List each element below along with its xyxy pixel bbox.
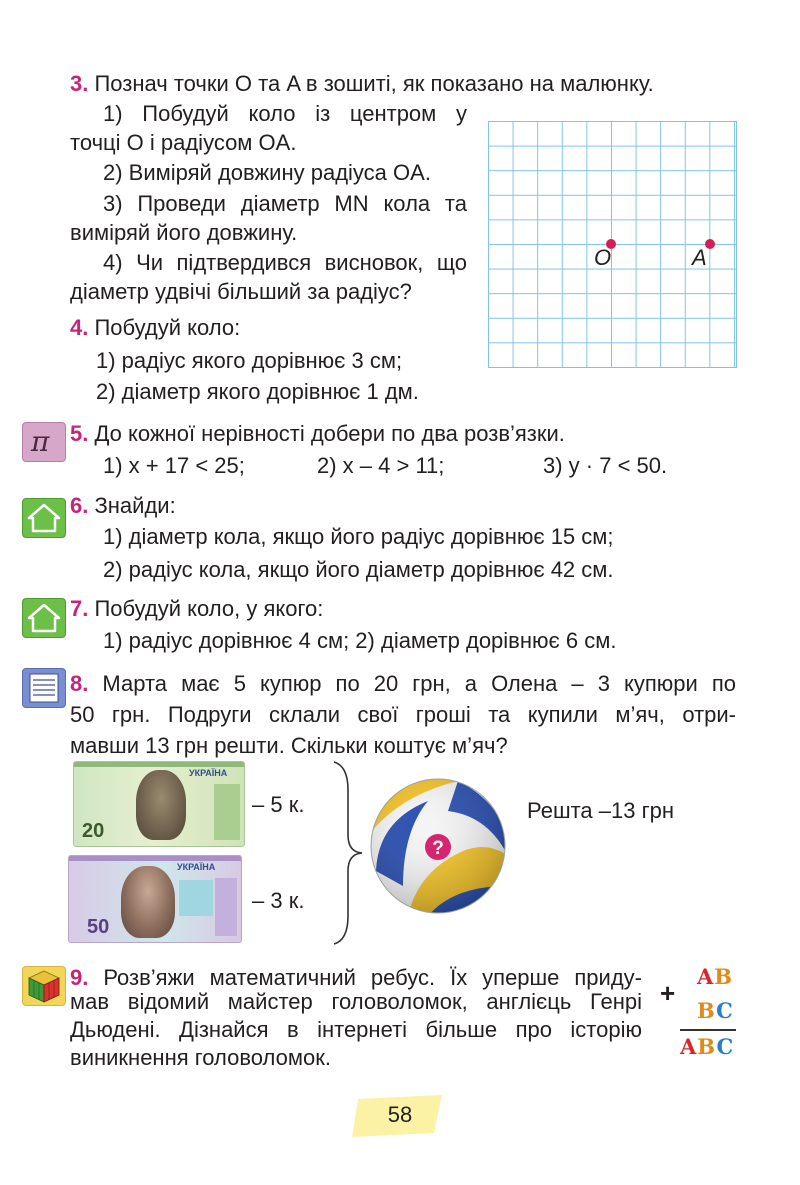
house-icon <box>23 599 65 637</box>
task7-item1: 1) радіус дорівнює 4 см; 2) діаметр дорівнює 6 см. <box>103 628 617 653</box>
task4-title: Побудуй коло: <box>94 315 241 340</box>
task4-header <box>70 313 240 343</box>
bill-50-uah <box>68 855 242 943</box>
task6-header <box>70 491 176 521</box>
rebus-row-2 <box>697 998 734 1023</box>
task8-line2: 50 грн. Подруги склали свої гроші та купили м’яч, отри- <box>70 702 736 727</box>
task8-number: 8. <box>70 671 89 696</box>
bill-50-count: – 3 к. <box>252 888 305 913</box>
pi-icon-glyph: π <box>31 425 50 458</box>
task6-item2: 2) радіус кола, якщо його діаметр дорівнює 42 см. <box>103 557 614 582</box>
task3-item3-line1: 3) Проведи діаметр MN кола та <box>103 191 467 216</box>
task9-number: 9. <box>70 965 89 990</box>
task5-inequality-2: 2) x – 4 > 11; <box>317 453 445 478</box>
rebus-plus-sign: + <box>660 978 676 1008</box>
bill-50-country: УКРАЇНА <box>177 862 216 872</box>
rebus-letter-b: B <box>697 1034 717 1059</box>
curly-brace-icon <box>328 760 368 946</box>
task9-line3: Дьюдені. Дізнайся в інтернеті більше про історію <box>70 1017 642 1042</box>
task3-number: 3. <box>70 71 89 96</box>
task3-intro: Познач точки O та A в зошиті, як показано на малюнку. <box>94 71 654 96</box>
task4-item2: 2) діаметр якого дорівнює 1 дм. <box>96 379 419 404</box>
task6-number: 6. <box>70 493 89 518</box>
rebus-letter-c: C <box>716 998 734 1023</box>
home-icon <box>22 498 66 538</box>
task4-number: 4. <box>70 315 89 340</box>
puzzle-cube-icon <box>22 966 66 1006</box>
bill-20-count: – 5 к. <box>252 792 305 817</box>
task3-item4-line1: 4) Чи підтвердився висновок, що <box>103 250 467 275</box>
task3-item2: 2) Виміряй довжину радіуса OA. <box>103 160 431 185</box>
bill-20-uah <box>73 761 245 847</box>
task3-item1-line1: 1) Побудуй коло із центром у <box>103 101 467 126</box>
question-mark: ? <box>432 838 444 859</box>
point-o-label: O <box>594 245 612 270</box>
task8-line3: мавши 13 грн решти. Скільки коштує м’яч? <box>70 733 508 758</box>
bill-20-country: УКРАЇНА <box>189 768 228 778</box>
task9-line2: мав відомий майстер головоломок, англієць Генрі <box>70 989 642 1014</box>
rebus-letter-c: C <box>716 1034 735 1059</box>
task6-item1: 1) діаметр кола, якщо його радіус дорівнює 15 см; <box>103 524 614 549</box>
task3-item3-line2: виміряй його довжину. <box>70 220 298 245</box>
point-a-label: A <box>692 245 707 270</box>
task9-line4: виникнення головоломок. <box>70 1045 331 1070</box>
bill-50-value: 50 <box>87 916 110 938</box>
pi-icon <box>22 422 66 462</box>
notebook-icon <box>22 668 66 708</box>
page-number: 58 <box>387 1102 413 1127</box>
home-icon <box>22 598 66 638</box>
task5-title: До кожної нерівності добери по два розв’язки. <box>94 421 565 446</box>
lined-paper-icon <box>23 669 65 707</box>
house-icon <box>23 499 65 537</box>
task3-item1-line2: точці O і радіусом OA. <box>70 130 297 155</box>
task5-inequality-1: 1) x + 17 < 25; <box>103 453 245 478</box>
rubiks-cube-icon <box>23 967 65 1005</box>
rebus-letter-b: B <box>714 964 734 989</box>
task5-inequality-3: 3) y · 7 < 50. <box>543 453 668 478</box>
rebus-letter-a: A <box>697 964 715 989</box>
rebus-sum-line <box>680 1029 736 1031</box>
rebus-letter-a: A <box>680 1034 698 1059</box>
task5-number: 5. <box>70 421 89 446</box>
task6-title: Знайди: <box>94 493 176 518</box>
rebus-row-3 <box>680 1034 734 1059</box>
task5-header <box>70 419 565 449</box>
task7-number: 7. <box>70 596 89 621</box>
rebus-row-1 <box>697 964 733 989</box>
rebus-letter-b: B <box>697 998 717 1023</box>
task8-line1 <box>70 669 736 699</box>
change-text: Решта –13 грн <box>527 798 674 823</box>
task7-title: Побудуй коло, у якого: <box>94 596 324 621</box>
volleyball-icon <box>368 776 508 916</box>
bill-20-value: 20 <box>82 820 105 842</box>
task4-item1: 1) радіус якого дорівнює 3 см; <box>96 348 403 373</box>
task3-header <box>70 69 654 99</box>
task7-header <box>70 594 323 624</box>
task3-item4-line2: діаметр удвічі більший за радіус? <box>70 279 412 304</box>
task9-line1-text: Розв’яжи математичний ребус. Їх уперше приду- <box>103 965 642 990</box>
task8-line1-text: Марта має 5 купюр по 20 грн, а Олена – 3 купюри по <box>102 671 736 696</box>
